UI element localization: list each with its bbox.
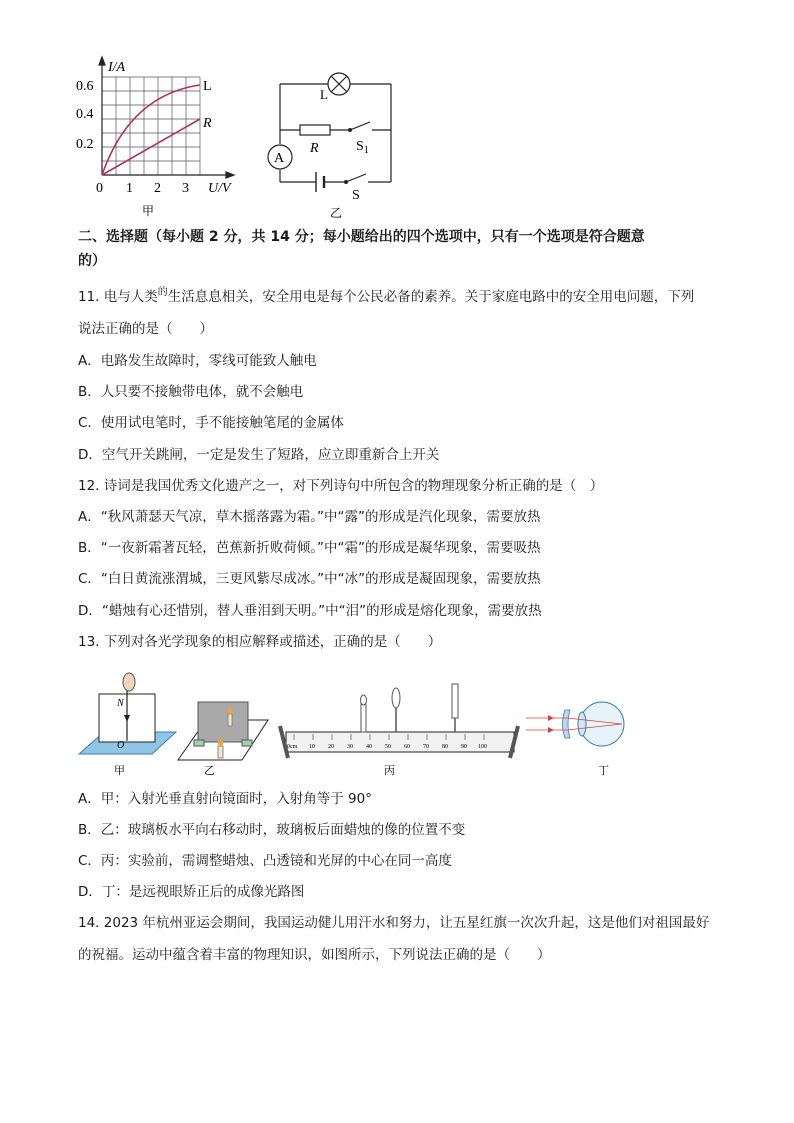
q11-stem-superscript: 的	[157, 287, 168, 298]
ruler-tick-30: 30	[347, 744, 353, 750]
circuit-caption: 乙	[330, 206, 343, 220]
q12-option-c: C．“白日黄流涨渭城，三更风紫尽成冰。”中“冰”的形成是凝固现象，需要放热	[78, 571, 541, 587]
figure-ding-eye-correction	[526, 702, 624, 777]
ruler-tick-50: 50	[385, 744, 391, 750]
q11-stem-line1	[78, 288, 694, 308]
x-tick-1: 1	[126, 181, 133, 196]
figure-yi-plane-mirror	[178, 702, 268, 777]
graph-axes	[99, 57, 234, 178]
q11-stem-line2: 说法正确的是（ ）	[78, 321, 213, 337]
ding-caption: 丁	[598, 764, 609, 777]
q12-option-a: A．“秋风萧瑟天气凉，草木摇落露为霜。”中“露”的形成是汽化现象，需要放热	[78, 509, 541, 525]
q12-option-d: D．“蜡烛有心还惜别，替人垂泪到天明。”中“泪”的形成是熔化现象，需要放热	[78, 603, 542, 619]
q11-stem-part-a: 11. 电与人类	[78, 289, 158, 305]
ruler-tick-40: 40	[366, 744, 372, 750]
point-label: O	[117, 740, 125, 751]
q11-option-a: A．电路发生故障时，零线可能致人触电	[78, 353, 317, 369]
battery-symbol	[316, 172, 324, 192]
lamp-symbol	[328, 73, 350, 95]
ruler-tick-100: 100	[478, 744, 487, 750]
bing-caption: 丙	[384, 764, 395, 777]
optics-svg	[74, 662, 634, 782]
q13-option-d: D．丁：是远视眼矫正后的成像光路图	[78, 884, 305, 900]
curve-R-label: R	[203, 116, 212, 131]
resistor-symbol	[300, 125, 330, 135]
resistor-label: R	[310, 141, 319, 156]
y-tick-04: 0.4	[76, 107, 94, 122]
ruler-tick-70: 70	[423, 744, 429, 750]
section-heading-line2: 的）	[78, 253, 106, 269]
ruler-tick-20: 20	[328, 744, 334, 750]
lamp-label: L	[320, 87, 328, 102]
ammeter-label: A	[274, 151, 285, 166]
yi-caption: 乙	[204, 764, 215, 777]
circuit-figure	[258, 62, 408, 222]
q13-stem: 13. 下列对各光学现象的相应解释或描述，正确的是（ ）	[78, 634, 442, 650]
q13-option-b: B．乙：玻璃板水平向右移动时，玻璃板后面蜡烛的像的位置不变	[78, 822, 466, 838]
x-tick-3: 3	[182, 181, 189, 196]
main-switch-label: S	[352, 188, 360, 203]
switch1-pivot	[348, 128, 352, 132]
q11-stem-part-b: 生活息息相关，安全用电是每个公民必备的素养。关于家庭电路中的安全用电问题，下列	[167, 289, 695, 305]
curve-L	[102, 85, 200, 175]
ruler-tick-80: 80	[442, 744, 448, 750]
jia-caption: 甲	[114, 764, 125, 777]
main-switch-pivot	[344, 180, 348, 184]
ammeter-symbol	[268, 145, 292, 169]
q14-stem-line1: 14. 2023 年杭州亚运会期间，我国运动健儿用汗水和努力，让五星红旗一次次升起，这是他们对祖国最好	[78, 915, 710, 931]
q13-option-c: C．丙：实验前，需调整蜡烛、凸透镜和光屏的中心在同一高度	[78, 853, 452, 869]
graph-grid	[102, 77, 200, 175]
ruler-tick-60: 60	[404, 744, 410, 750]
x-tick-2: 2	[154, 181, 161, 196]
graph-caption: 甲	[142, 204, 155, 218]
q13-optics-figure	[74, 662, 634, 782]
figure-jia-mirror-setup	[79, 673, 176, 777]
x-tick-0: 0	[96, 181, 103, 196]
switch1-label: $S_1$	[356, 139, 369, 156]
iu-graph-svg	[70, 55, 250, 220]
q13-option-a: A．甲：入射光垂直射向镜面时，入射角等于 90°	[78, 791, 372, 807]
ruler-unit: 0cm	[287, 744, 298, 750]
figure-bing-optical-bench	[280, 684, 518, 777]
q14-stem-line2: 的祝福。运动中蕴含着丰富的物理知识，如图所示，下列说法正确的是（ ）	[78, 947, 551, 963]
iu-graph-figure	[70, 55, 250, 220]
q11-option-b: B．人只要不接触带电体，就不会触电	[78, 384, 304, 400]
y-axis-label: I/A	[108, 60, 126, 75]
y-tick-06: 0.6	[76, 79, 94, 94]
x-axis-label: U/V	[208, 181, 231, 196]
ruler-tick-90: 90	[461, 744, 467, 750]
q11-option-c: C．使用试电笔时，手不能接触笔尾的金属体	[78, 415, 344, 431]
section-heading-line1: 二、选择题（每小题 2 分，共 14 分；每小题给出的四个选项中，只有一个选项是符合题意	[78, 229, 645, 245]
y-tick-02: 0.2	[76, 137, 94, 152]
circuit-svg	[258, 62, 408, 222]
curve-L-label: L	[203, 79, 212, 94]
normal-label: N	[117, 698, 124, 709]
q11-option-d: D．空气开关跳闸，一定是发生了短路，应立即重新合上开关	[78, 447, 440, 463]
ruler-tick-10: 10	[309, 744, 315, 750]
q12-stem: 12. 诗词是我国优秀文化遗产之一，对下列诗句中所包含的物理现象分析正确的是（ ）	[78, 478, 604, 494]
q12-option-b: B．“一夜新霜著瓦轻，芭蕉新折败荷倾。”中“霜”的形成是凝华现象，需要吸热	[78, 540, 541, 556]
